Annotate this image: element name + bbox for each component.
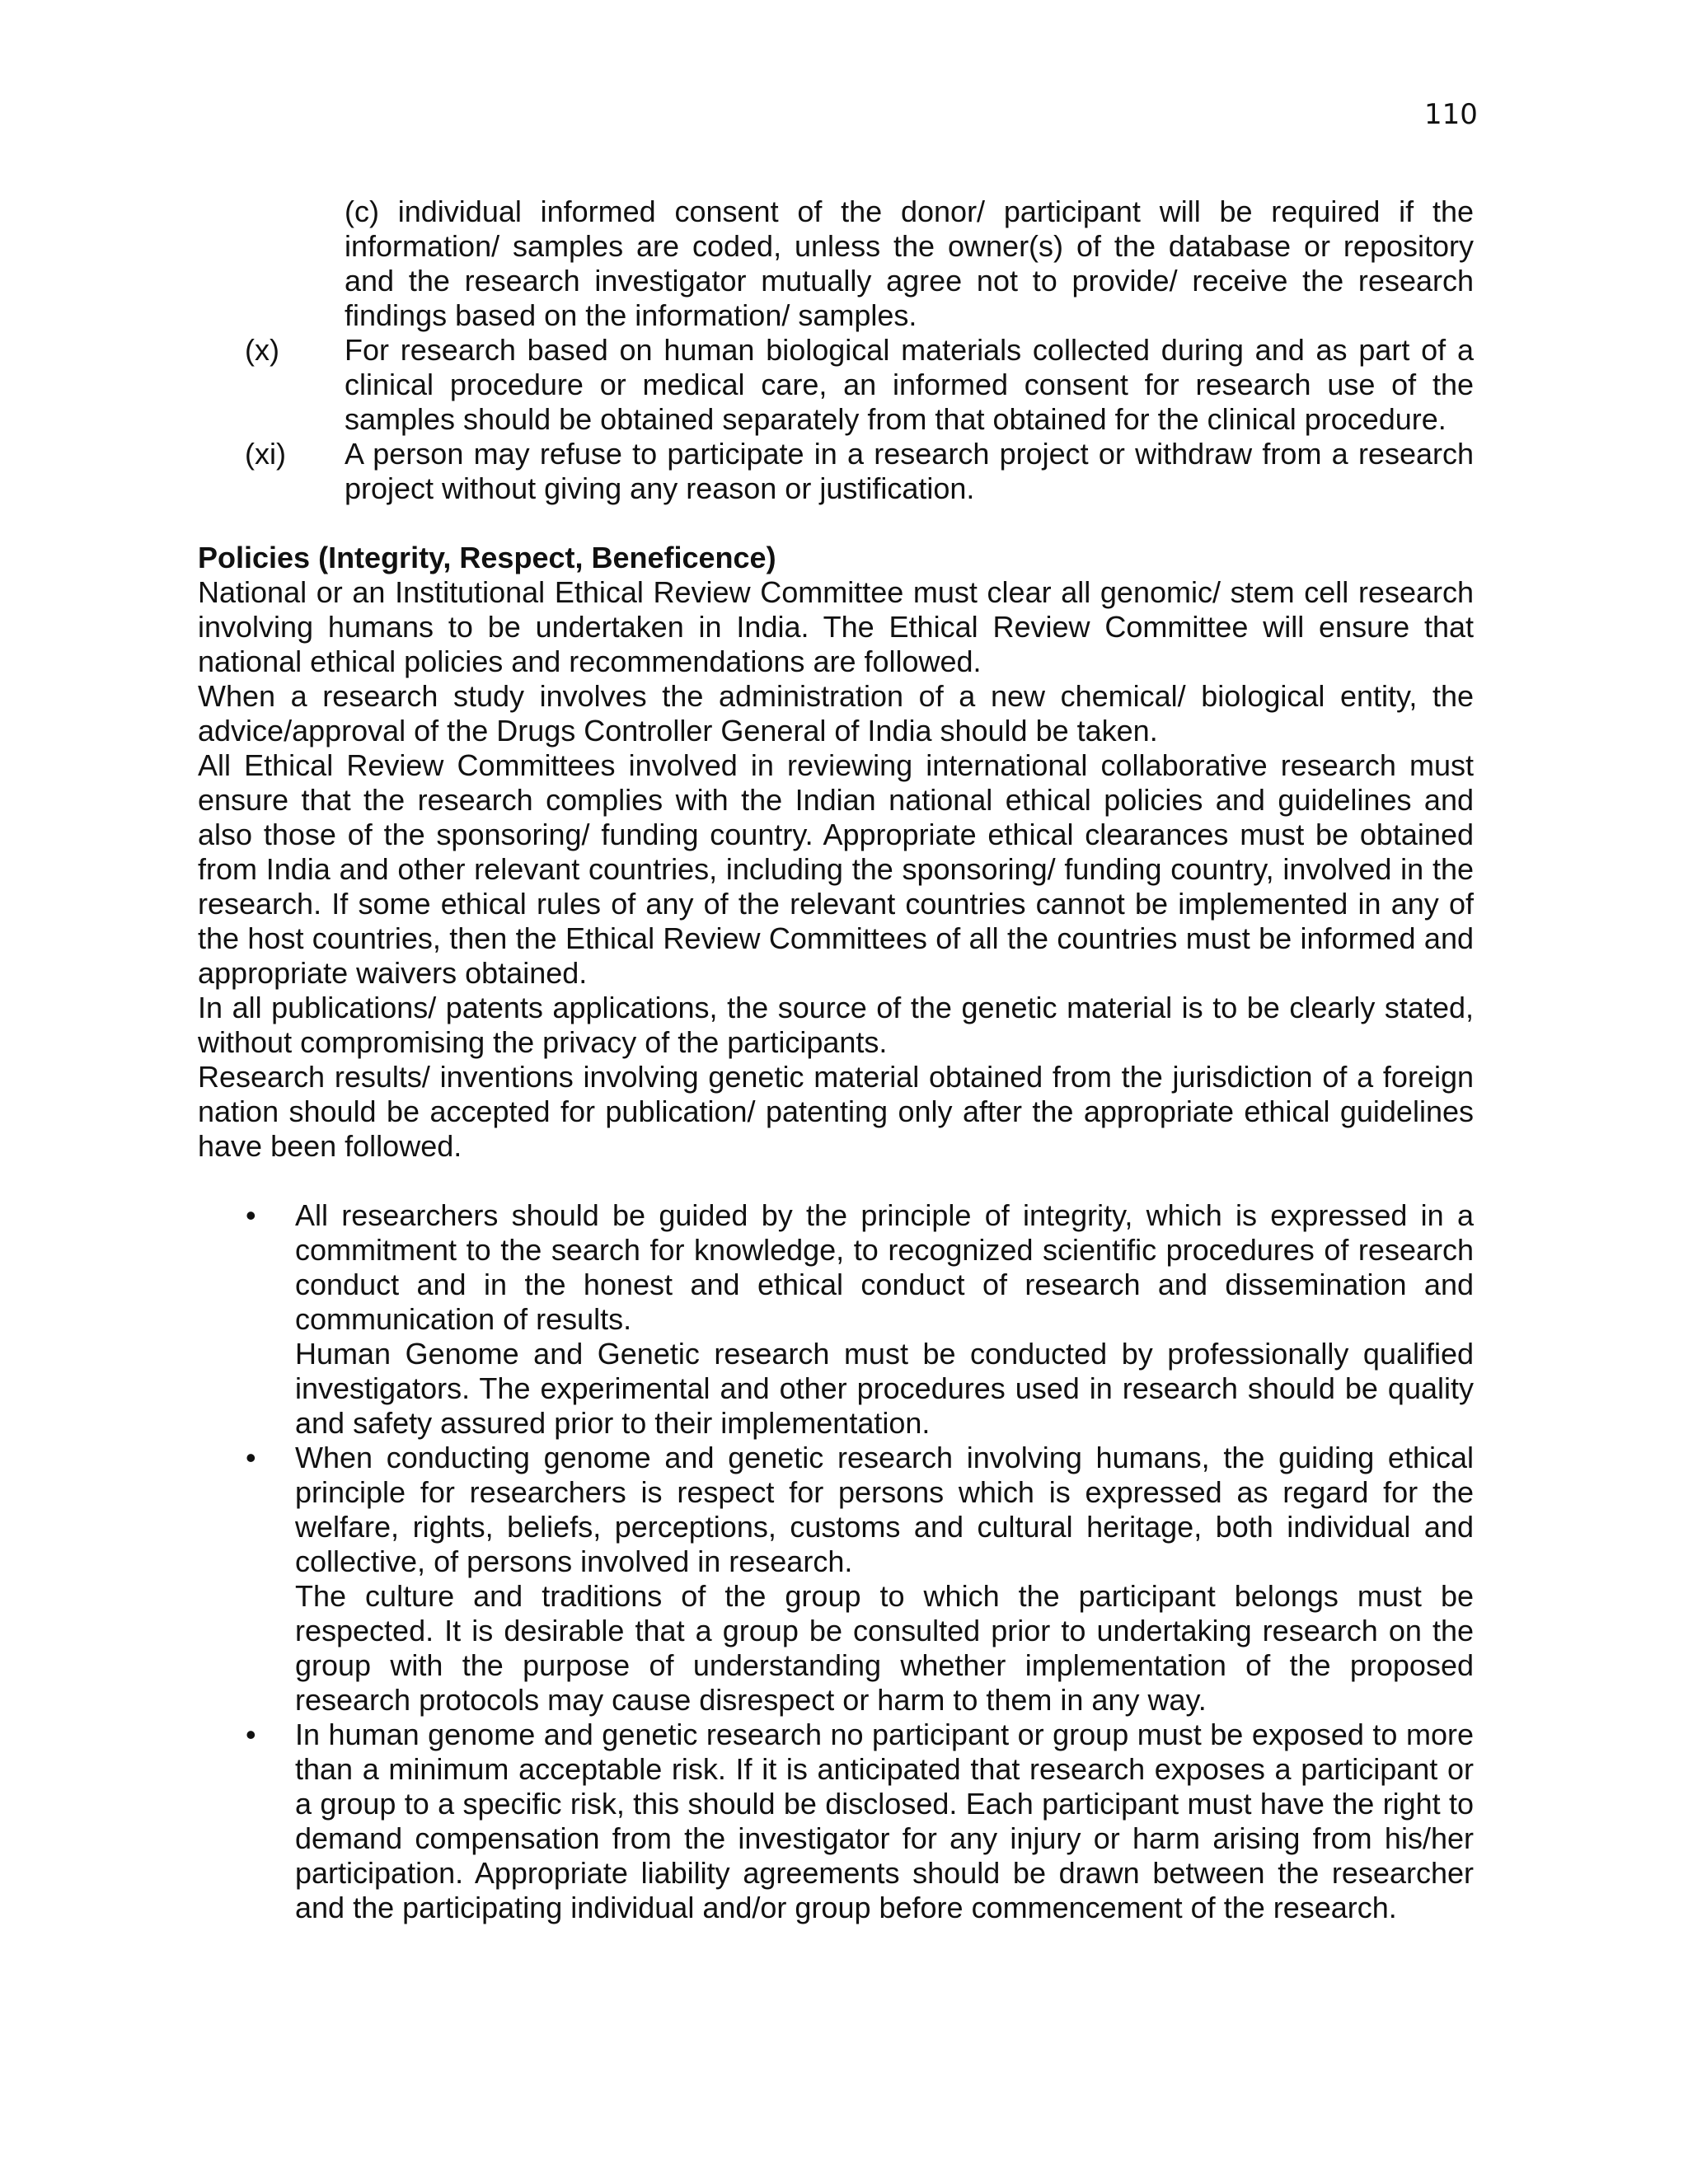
section-heading: Policies (Integrity, Respect, Beneficence) bbox=[198, 541, 776, 574]
paragraph: In all publications/ patents applications, the source of the genetic material is to be clearly stated, without compromising the privacy of the participants. bbox=[198, 991, 1474, 1059]
item-text: A person may refuse to participate in a research project or withdraw from a research project without giving any reason or justification. bbox=[345, 437, 1474, 505]
bullet-paragraph: All researchers should be guided by the principle of integrity, which is expressed in a commitment to the search for knowledge, to recognized scientific procedures of research conduct and in the honest and ethical conduct of research and dissemination and communication of results. bbox=[295, 1198, 1474, 1336]
item-label: (x) bbox=[245, 333, 279, 367]
item-label: (xi) bbox=[245, 437, 286, 471]
continuation-item bbox=[198, 194, 1474, 333]
paragraph: National or an Institutional Ethical Review Committee must clear all genomic/ stem cell research involving humans to be undertaken in India. The Ethical Review Committee will ensure that national ethical policies and recommendations are followed. bbox=[198, 575, 1474, 678]
page-content bbox=[198, 194, 1474, 1925]
bullet-icon: • bbox=[246, 1441, 256, 1474]
bullet-paragraph: Human Genome and Genetic research must be conducted by professionally qualified investigators. The experimental and other procedures used in research should be quality and safety assured prior to their implementation. bbox=[295, 1337, 1474, 1440]
paragraph: Research results/ inventions involving genetic material obtained from the jurisdiction of a foreign nation should be accepted for publication/ patenting only after the appropriate ethical guidelines have been followed. bbox=[198, 1060, 1474, 1163]
bullet-icon: • bbox=[246, 1198, 256, 1232]
paragraph: When a research study involves the administration of a new chemical/ biological entity, the advice/approval of the Drugs Controller General of India should be taken. bbox=[198, 679, 1474, 748]
bullet-icon: • bbox=[246, 1718, 256, 1751]
bullet-paragraph: In human genome and genetic research no participant or group must be exposed to more than a minimum acceptable risk. If it is anticipated that research exposes a participant or a group to a specific risk, this should be disclosed. Each participant must have the right to demand compensation from the investigator for any injury or harm arising from his/her participation. Appropriate liability agreements should be drawn between the researcher and the participating individual and/or group before commencement of the research. bbox=[295, 1718, 1474, 1924]
bullet-item-beneficence bbox=[198, 1718, 1474, 1925]
numbered-item-xi bbox=[198, 437, 1474, 506]
bullet-list bbox=[198, 1198, 1474, 1925]
numbered-item-x bbox=[198, 333, 1474, 437]
bullet-item-integrity bbox=[198, 1198, 1474, 1441]
page-number: 110 bbox=[1424, 98, 1478, 131]
bullet-item-respect bbox=[198, 1441, 1474, 1718]
bullet-paragraph: When conducting genome and genetic research involving humans, the guiding ethical principle for researchers is respect for persons which is expressed as regard for the welfare, rights, beliefs, perceptions, customs and cultural heritage, both individual and collective, of persons involved in research. bbox=[295, 1441, 1474, 1578]
continuation-item-text: (c) individual informed consent of the donor/ participant will be required if the information/ samples are coded, unless the owner(s) of the database or repository and the research investigator mutually agree not to provide/ receive the research findings based on the information/ samples. bbox=[345, 194, 1474, 332]
paragraph: All Ethical Review Committees involved in reviewing international collaborative research must ensure that the research complies with the Indian national ethical policies and guidelines and also those of the sponsoring/ funding country. Appropriate ethical clearances must be obtained from India and other relevant countries, including the sponsoring/ funding country, involved in the research. If some ethical rules of any of the relevant countries cannot be implemented in any of the host countries, then the Ethical Review Committees of all the countries must be informed and appropriate waivers obtained. bbox=[198, 748, 1474, 990]
item-text: For research based on human biological materials collected during and as part of a clinical procedure or medical care, an informed consent for research use of the samples should be obtained separately from that obtained for the clinical procedure. bbox=[345, 333, 1474, 436]
bullet-paragraph: The culture and traditions of the group to which the participant belongs must be respected. It is desirable that a group be consulted prior to undertaking research on the group with the purpose of understanding whether implementation of the proposed research protocols may cause disrespect or harm to them in any way. bbox=[295, 1579, 1474, 1717]
